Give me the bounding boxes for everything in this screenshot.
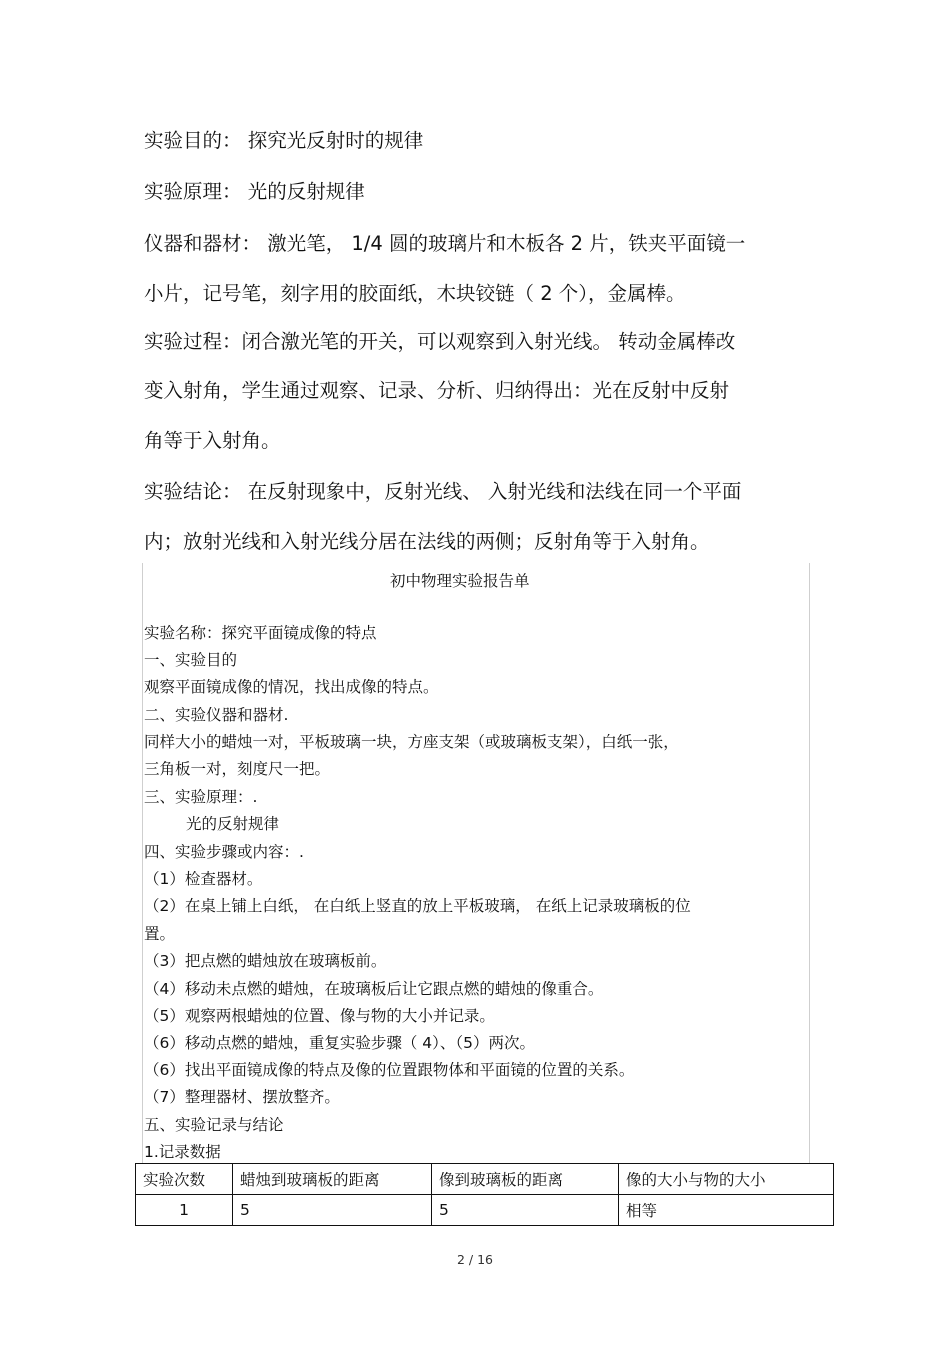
report-line: 置。 [144, 925, 176, 943]
report-line: （1）检查器材。 [144, 870, 263, 888]
report-line: （6）找出平面镜成像的特点及像的位置跟物体和平面镜的位置的关系。 [144, 1061, 635, 1079]
experiment-purpose-line: 实验目的： 探究光反射时的规律 [144, 129, 424, 152]
report-line: 光的反射规律 [186, 815, 280, 833]
report-line: （4）移动未点燃的蜡烛，在玻璃板后让它跟点燃的蜡烛的像重合。 [144, 980, 604, 998]
table-header-row [136, 1164, 834, 1195]
equipment-line-1: 仪器和器材： 激光笔， 1/4 圆的玻璃片和木板各 2 片，铁夹平面镜一 [144, 232, 746, 255]
report-line: 实验名称：探究平面镜成像的特点 [144, 624, 377, 642]
report-line: （7）整理器材、摆放整齐。 [144, 1088, 340, 1106]
report-line: 五、实验记录与结论 [144, 1116, 284, 1134]
header-cell: 像的大小与物的大小 [619, 1164, 834, 1195]
report-title: 初中物理实验报告单 [390, 572, 530, 590]
report-line: 同样大小的蜡烛一对，平板玻璃一块，方座支架（或玻璃板支架），白纸一张， [144, 733, 679, 751]
report-line: 一、实验目的 [144, 651, 238, 669]
header-cell: 像到玻璃板的距离 [432, 1164, 619, 1195]
conclusion-line-1: 实验结论： 在反射现象中，反射光线、 入射光线和法线在同一个平面 [144, 480, 742, 503]
report-line: （5）观察两根蜡烛的位置、像与物的大小并记录。 [144, 1007, 495, 1025]
table-cell: 1 [136, 1195, 233, 1226]
procedure-line-2: 变入射角，学生通过观察、记录、分析、归纳得出：光在反射中反射 [144, 379, 730, 402]
page-number: 2 / 16 [456, 1252, 494, 1267]
report-line: （2）在桌上铺上白纸， 在白纸上竖直的放上平板玻璃， 在纸上记录玻璃板的位 [144, 897, 691, 915]
header-cell: 蜡烛到玻璃板的距离 [233, 1164, 432, 1195]
report-line: （6）移动点燃的蜡烛，重复实验步骤（ 4）、（5）两次。 [144, 1034, 536, 1052]
table-cell: 相等 [619, 1195, 834, 1226]
conclusion-line-2: 内；放射光线和入射光线分居在法线的两侧；反射角等于入射角。 [144, 530, 710, 553]
report-line: （3）把点燃的蜡烛放在玻璃板前。 [144, 952, 387, 970]
procedure-line-1: 实验过程：闭合激光笔的开关，可以观察到入射光线。 转动金属棒改 [144, 330, 736, 353]
record-table [135, 1163, 834, 1226]
table-cell: 5 [233, 1195, 432, 1226]
report-line: 观察平面镜成像的情况，找出成像的特点。 [144, 678, 439, 696]
procedure-line-3: 角等于入射角。 [144, 429, 281, 452]
report-line: 1.记录数据 [144, 1143, 221, 1161]
report-line: 三角板一对，刻度尺一把。 [144, 760, 331, 778]
report-line: 三、实验原理：. [144, 788, 258, 806]
equipment-line-2: 小片，记号笔，刻字用的胶面纸，木块铰链（ 2 个），金属棒。 [144, 282, 686, 305]
table-cell: 5 [432, 1195, 619, 1226]
header-cell: 实验次数 [136, 1164, 233, 1195]
experiment-principle-line: 实验原理： 光的反射规律 [144, 180, 365, 203]
table-row [136, 1195, 834, 1226]
report-line: 四、实验步骤或内容：. [144, 843, 304, 861]
report-line: 二、实验仪器和器材. [144, 706, 289, 724]
